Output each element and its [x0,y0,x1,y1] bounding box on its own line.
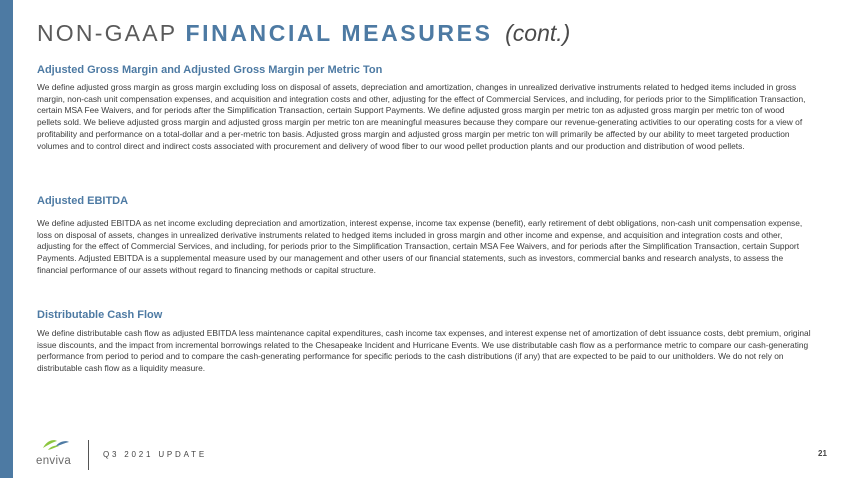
title-part-1: NON-GAAP [37,20,177,46]
section-body: We define adjusted gross margin as gross margin excluding loss on disposal of assets, depreciation and amortization, changes in unrealized derivative instruments related to hedged items included in gross margin, non-cash unit compensation expenses, and acquisition and integration costs and other, adjusting for the effect of Commercial Services, and including, for periods prior to the Simplification Transaction, certain MSA Fee Waivers, and for periods after the Simplification Transaction, certain Support Payments. We define adjusted gross margin per metric ton as adjusted gross margin per metric ton of wood pellets sold. We believe adjusted gross margin and adjusted gross margin per metric ton are meaningful measures because they compare our revenue-generating activities to our operating costs for a view of profitability and performance on a total-dollar and a per-metric ton basis. Adjusted gross margin and adjusted gross margin per metric ton will primarily be affected by our ability to meet targeted production volumes and to control direct and indirect costs associated with procurement and delivery of wood fiber to our wood pellet production plants and our production and distribution of wood pellets. [37,82,806,151]
left-accent-bar [0,0,13,478]
section-heading: Adjusted Gross Margin and Adjusted Gross Margin per Metric Ton [37,64,383,76]
section-adjusted-gross-margin [37,63,811,152]
title-part-3: (cont.) [505,20,571,46]
section-distributable-cash-flow [37,308,811,375]
enviva-logo [36,438,86,474]
section-adjusted-ebitda [37,194,811,277]
section-body: We define distributable cash flow as adjusted EBITDA less maintenance capital expenditures, cash income tax expenses, and interest expense net of amortization of debt issuance costs, debt premium, original issue discounts, and the impact from incremental borrowings related to the Chesapeake Incident and Hurricane Events. We use distributable cash flow as a performance metric to compare our cash-generating performance from period to period and to compare the cash-generating performance for specific periods to the cash distributions (if any) that are expected to be paid to our unitholders. We do not rely on distributable cash flow as a liquidity measure. [37,328,811,374]
footer-divider [88,440,89,470]
page-title [37,18,570,48]
section-body: We define adjusted EBITDA as net income excluding depreciation and amortization, interest expense, income tax expense (benefit), early retirement of debt obligations, non-cash unit compensation expense, loss on disposal of assets, changes in unrealized derivative instruments related to hedged items included in gross margin and other income and expense, and acquisition and integration costs and other, adjusting for the effect of Commercial Services, and including, for periods prior to the Simplification Transaction, certain MSA Fee Waivers, and for periods after the Simplification Transaction, certain Support Payments. Adjusted EBITDA is a supplemental measure used by our management and other users of our financial statements, such as investors, commercial banks and research analysts, to assess the financial performance of our assets without regard to financing methods or capital structure. [37,218,803,275]
section-heading: Adjusted EBITDA [37,195,129,207]
footer-update-label: Q3 2021 UPDATE [103,450,207,459]
leaf-logo-icon [41,438,71,454]
logo-wordmark: enviva [36,455,72,467]
section-heading: Distributable Cash Flow [37,309,163,321]
page-number: 21 [818,449,827,458]
title-part-2: FINANCIAL MEASURES [185,20,493,46]
